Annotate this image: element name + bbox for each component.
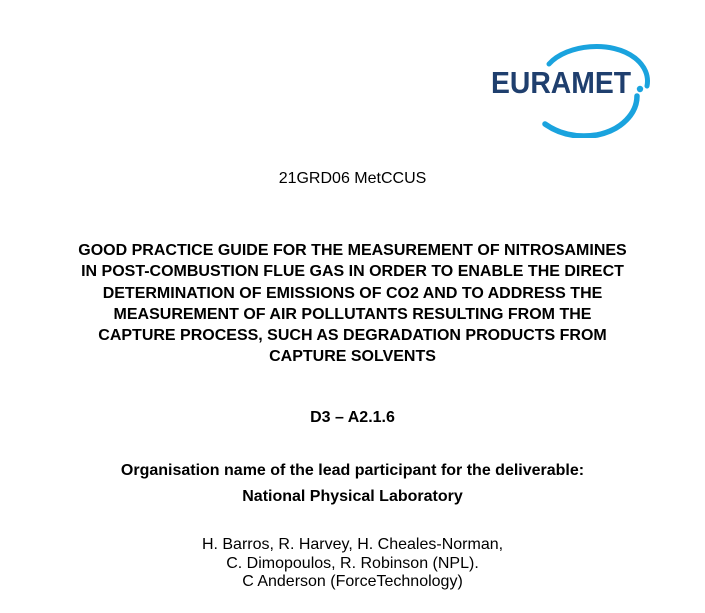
authors-line: C Anderson (ForceTechnology) xyxy=(242,573,463,590)
organisation-name: National Physical Laboratory xyxy=(242,488,463,505)
logo-ring-arc-lower xyxy=(545,96,637,136)
euramet-logo xyxy=(487,38,662,138)
project-code: 21GRD06 MetCCUS xyxy=(278,170,427,187)
title-line: DETERMINATION OF EMISSIONS OF CO2 AND TO ADDRESS THE xyxy=(102,284,603,302)
document-title xyxy=(0,240,705,368)
title-line: CAPTURE SOLVENTS xyxy=(269,348,436,366)
authors-line: H. Barros, R. Harvey, H. Cheales-Norman, xyxy=(201,536,504,553)
logo-text: EURAMET xyxy=(491,65,632,100)
logo-ring-dot xyxy=(637,86,643,92)
euramet-logo-graphic xyxy=(487,38,662,138)
authors xyxy=(0,536,705,592)
title-line: CAPTURE PROCESS, SUCH AS DEGRADATION PRODUCTS FROM xyxy=(98,327,607,345)
authors-line: C. Dimopoulos, R. Robinson (NPL). xyxy=(226,554,479,572)
title-line: MEASUREMENT OF AIR POLLUTANTS RESULTING FROM THE xyxy=(113,305,592,323)
deliverable-id: D3 – A2.1.6 xyxy=(310,409,395,426)
organisation-label: Organisation name of the lead participant for the deliverable: xyxy=(120,462,585,479)
title-line: IN POST-COMBUSTION FLUE GAS IN ORDER TO ENABLE THE DIRECT xyxy=(81,263,624,281)
title-line: GOOD PRACTICE GUIDE FOR THE MEASUREMENT OF NITROSAMINES xyxy=(78,242,627,259)
